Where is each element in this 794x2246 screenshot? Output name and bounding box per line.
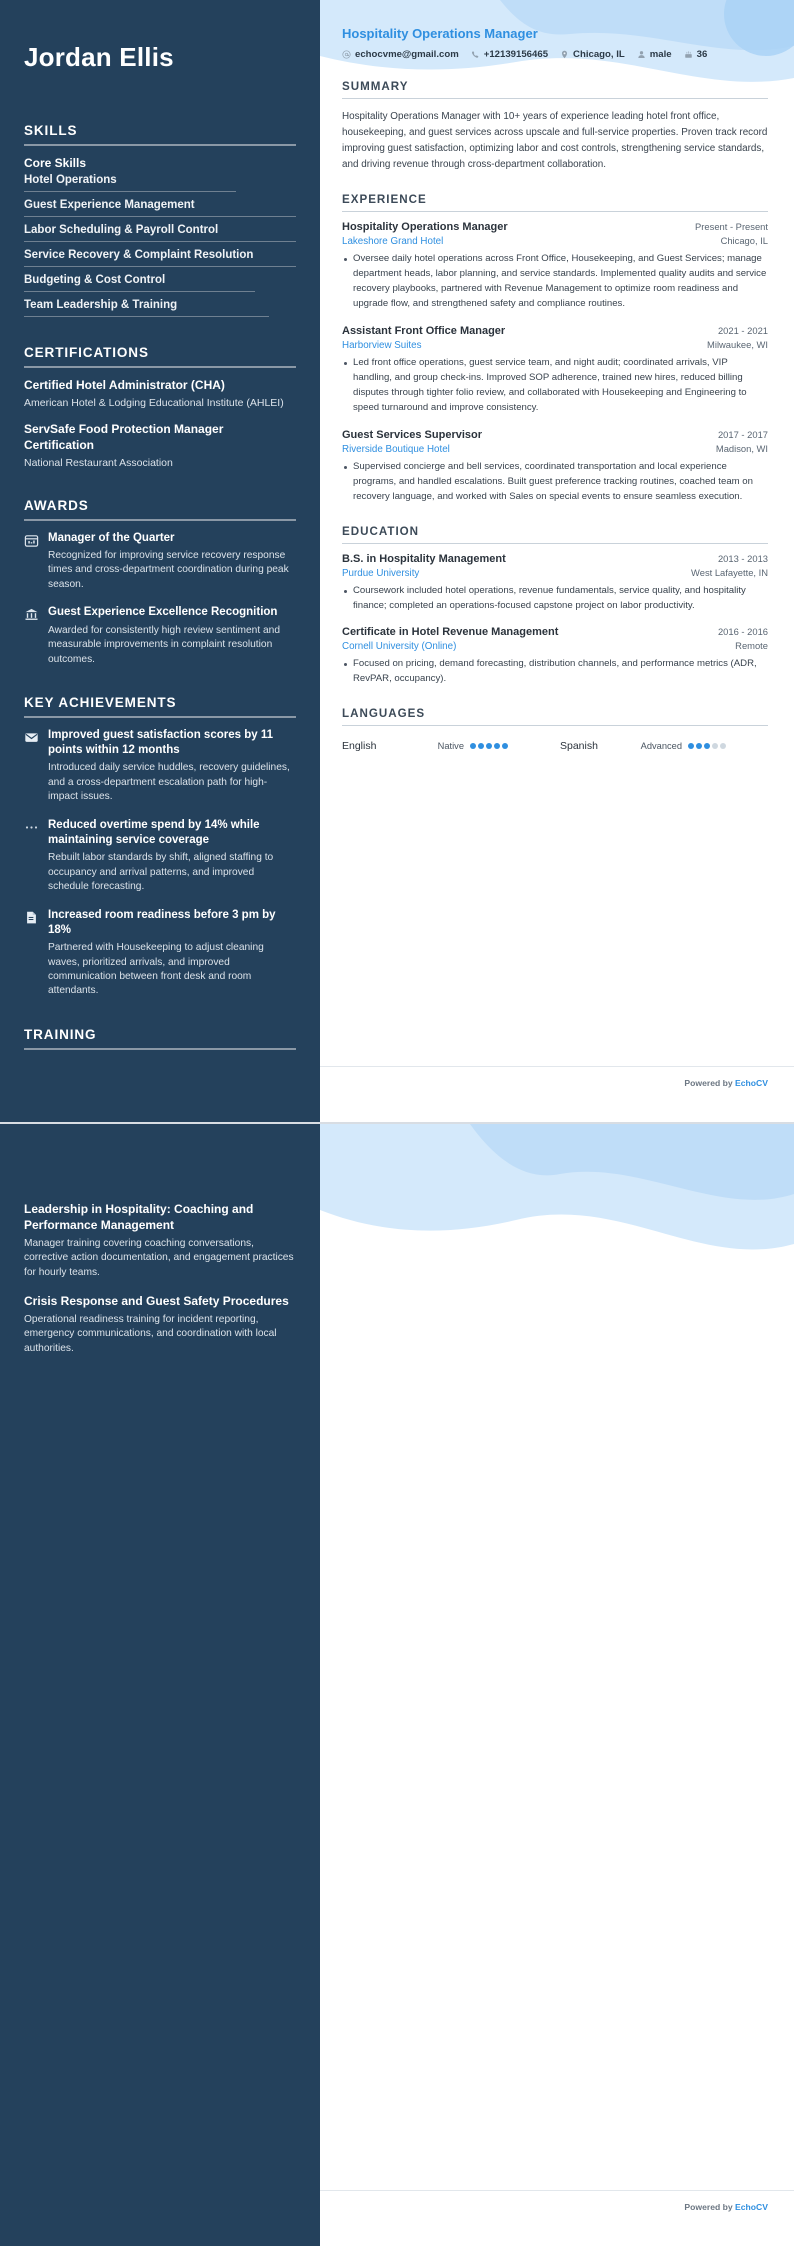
training-divider <box>24 1048 296 1050</box>
education-heading: EDUCATION <box>342 524 420 538</box>
rating-dot <box>502 743 508 749</box>
footer-brand: EchoCV <box>735 2202 768 2212</box>
contact-age-text: 36 <box>696 49 708 60</box>
main-column-continued <box>320 1124 794 2246</box>
sidebar-continued <box>0 1124 320 2246</box>
contact-row <box>342 49 768 60</box>
section-education <box>342 525 768 688</box>
education-title: B.S. in Hospitality Management <box>342 552 506 565</box>
languages-heading: LANGUAGES <box>342 707 426 721</box>
experience-company[interactable]: Lakeshore Grand Hotel <box>342 236 444 248</box>
language-name: English <box>342 740 377 753</box>
document-icon <box>24 910 39 925</box>
achievement-item <box>24 818 296 895</box>
training-title: Leadership in Hospitality: Coaching and Performance Management <box>24 1202 254 1232</box>
experience-location: Milwaukee, WI <box>707 338 768 350</box>
section-experience <box>342 193 768 504</box>
skills-divider <box>24 144 296 146</box>
achievement-description: Introduced daily service huddles, recovery guidelines, and a cross-department escalation path for high-impact issues. <box>48 762 290 803</box>
experience-item <box>342 221 768 312</box>
experience-bullets <box>342 460 768 505</box>
key-achievements-heading: KEY ACHIEVEMENTS <box>24 695 177 711</box>
achievement-description: Rebuilt labor standards by shift, aligned staffing to occupancy and arrival patterns, and improved schedule forecasting. <box>48 852 274 893</box>
skill-item: Team Leadership & Training <box>24 299 178 311</box>
resume-sheet-2 <box>0 1124 794 2246</box>
page-footer-2 <box>328 2202 768 2212</box>
header-wave-decoration-2 <box>320 1124 794 1354</box>
summary-divider <box>342 98 768 99</box>
summary-heading: SUMMARY <box>342 80 409 93</box>
training-item <box>24 1202 296 1280</box>
education-title: Certificate in Hotel Revenue Management <box>342 626 559 639</box>
award-title: Guest Experience Excellence Recognition <box>48 606 278 619</box>
rating-dot <box>696 743 702 749</box>
achievement-title: Increased room readiness before 3 pm by 18% <box>48 908 276 936</box>
contact-phone[interactable] <box>471 49 548 60</box>
sidebar-section-key-achievements <box>24 695 296 999</box>
footer-prefix: Powered by <box>684 1078 736 1088</box>
rating-dot <box>486 743 492 749</box>
experience-bullets <box>342 252 768 312</box>
candidate-name: Jordan Ellis <box>24 42 174 72</box>
training-item <box>24 1294 296 1356</box>
experience-bullet: Oversee daily hotel operations across Front Office, Housekeeping, and Guest Services; manage department heads, labor planning, and service standards. Implemented quality audits and service recovery playbooks, partnered with Revenue Management to optimize room readiness and upgrade flow, and strengthened safety and compliance routines. <box>342 252 768 312</box>
training-description: Operational readiness training for incident reporting, emergency communications, and coordination with local authorities. <box>24 1313 277 1354</box>
experience-location: Madison, WI <box>715 442 768 454</box>
certification-title: ServSafe Food Protection Manager Certification <box>24 422 224 452</box>
contact-phone-text: +12139156465 <box>483 49 549 60</box>
award-description: Awarded for consistently high review sentiment and measurable improvements in complaint resolution outcomes. <box>48 624 280 665</box>
certifications-divider <box>24 366 296 368</box>
rating-dot <box>478 743 484 749</box>
language-rating-dots <box>470 743 508 749</box>
ellipsis-icon <box>24 820 39 835</box>
experience-dates: 2017 - 2017 <box>717 428 768 440</box>
achievement-item <box>24 908 296 999</box>
language-name: Spanish <box>560 740 598 753</box>
rating-dot <box>704 743 710 749</box>
education-bullets <box>342 584 768 614</box>
footer-brand: EchoCV <box>735 1078 768 1088</box>
rating-dot <box>494 743 500 749</box>
education-dates: 2013 - 2013 <box>717 552 768 564</box>
experience-bullet: Supervised concierge and bell services, coordinated transportation and local experience programs, and handled escalations. Built guest preference tracking routines, coached team on recovery language, and worked with Sales on special events to ensure seamless execution. <box>342 460 768 505</box>
sidebar-section-awards <box>24 498 296 667</box>
awards-heading: AWARDS <box>24 497 89 513</box>
skill-item: Service Recovery & Complaint Resolution <box>24 249 254 261</box>
resume-sheet-1 <box>0 0 794 1122</box>
section-summary <box>342 80 768 173</box>
contact-age <box>684 49 708 60</box>
achievement-description: Partnered with Housekeeping to adjust cleaning waves, prioritized arrivals, and improved communication between front desk and room attendants. <box>48 942 264 997</box>
skill-divider <box>24 241 296 242</box>
training-heading: TRAINING <box>24 1026 97 1042</box>
sidebar-section-training <box>24 1027 296 1050</box>
education-bullet: Focused on pricing, demand forecasting, distribution channels, and performance metrics (ADR, RevPAR, occupancy). <box>342 657 768 687</box>
certification-org: American Hotel & Lodging Educational Institute (AHLEI) <box>24 396 284 409</box>
contact-location-text: Chicago, IL <box>573 49 625 60</box>
calendar-icon <box>24 533 39 548</box>
education-item <box>342 553 768 614</box>
contact-gender-text: male <box>649 49 672 60</box>
email-icon <box>342 50 351 59</box>
certification-org: National Restaurant Association <box>24 456 173 469</box>
location-pin-icon <box>560 50 569 59</box>
experience-item <box>342 429 768 505</box>
summary-text: Hospitality Operations Manager with 10+ years of experience leading hotel front office, housekeeping, and guest services across upscale and full-service properties. Proven track record improving guest satisfaction, optimizing labor and cost controls, strengthening service standards, and driving revenue through cross-department collaboration. <box>342 110 768 171</box>
rating-dot <box>720 743 726 749</box>
sidebar <box>0 0 320 1122</box>
certification-item <box>24 378 296 410</box>
education-item <box>342 626 768 687</box>
experience-item <box>342 325 768 416</box>
training-items <box>24 1202 296 1356</box>
experience-location: Chicago, IL <box>720 235 768 247</box>
experience-bullet: Led front office operations, guest service team, and night audit; coordinated arrivals, VIP handling, and group check-ins. Improved SOP adherence, trained new hires, reduced billing disputes through tighter folio review, and collaborated with Housekeeping and Engineering to speed turnaround and improve consistency. <box>342 356 768 416</box>
education-dates: 2016 - 2016 <box>717 626 768 638</box>
skill-item: Hotel Operations <box>24 174 117 186</box>
education-school[interactable]: Cornell University (Online) <box>342 641 457 653</box>
training-title: Crisis Response and Guest Safety Procedures <box>24 1294 289 1309</box>
footer-divider-2 <box>320 2190 794 2191</box>
skills-heading: SKILLS <box>24 123 78 138</box>
education-school[interactable]: Purdue University <box>342 567 420 579</box>
experience-company[interactable]: Harborview Suites <box>342 339 422 351</box>
award-item <box>24 605 296 667</box>
certifications-heading: CERTIFICATIONS <box>24 345 149 360</box>
language-level: Advanced <box>640 741 682 752</box>
award-item <box>24 531 296 593</box>
skills-group-title: Core Skills <box>24 156 87 170</box>
education-location: Remote <box>735 640 768 652</box>
bank-icon <box>24 607 39 622</box>
skill-item: Labor Scheduling & Payroll Control <box>24 224 219 236</box>
footer-divider <box>320 1066 794 1067</box>
achievement-title: Improved guest satisfaction scores by 11 points within 12 months <box>48 729 273 757</box>
education-bullet: Coursework included hotel operations, revenue fundamentals, service quality, and hospitality finance; completed an operations-focused capstone project on labor productivity. <box>342 584 768 614</box>
language-level: Native <box>437 741 464 752</box>
sidebar-section-certifications <box>24 345 296 470</box>
award-title: Manager of the Quarter <box>48 531 175 544</box>
education-location: West Lafayette, IN <box>691 566 768 578</box>
skill-divider <box>24 291 255 292</box>
contact-location <box>560 49 625 60</box>
contact-gender <box>637 49 672 60</box>
phone-icon <box>471 50 480 59</box>
experience-dates: Present - Present <box>695 221 768 233</box>
experience-dates: 2021 - 2021 <box>717 324 768 336</box>
certification-item <box>24 422 296 470</box>
skill-item: Guest Experience Management <box>24 199 195 211</box>
skill-divider <box>24 316 269 317</box>
language-rating-dots <box>688 743 726 749</box>
education-divider <box>342 543 768 544</box>
education-bullets <box>342 657 768 687</box>
experience-company[interactable]: Riverside Boutique Hotel <box>342 443 450 455</box>
cake-icon <box>684 50 693 59</box>
rating-dot <box>712 743 718 749</box>
job-title: Hospitality Operations Manager <box>342 26 538 41</box>
languages-divider <box>342 725 768 726</box>
experience-title: Assistant Front Office Manager <box>342 324 506 337</box>
achievement-item <box>24 728 296 805</box>
person-icon <box>637 50 646 59</box>
experience-bullets <box>342 356 768 416</box>
footer-prefix: Powered by <box>684 2202 736 2212</box>
contact-email[interactable] <box>342 49 459 60</box>
rating-dot <box>688 743 694 749</box>
experience-heading: EXPERIENCE <box>342 193 427 207</box>
skill-divider <box>24 191 236 192</box>
section-languages <box>342 707 768 757</box>
experience-title: Hospitality Operations Manager <box>342 221 508 234</box>
contact-email-text: echocvme@gmail.com <box>355 49 459 60</box>
certification-title: Certified Hotel Administrator (CHA) <box>24 378 225 392</box>
experience-divider <box>342 211 768 212</box>
language-row <box>342 735 768 757</box>
skill-item: Budgeting & Cost Control <box>24 274 166 286</box>
training-description: Manager training covering coaching conversations, corrective action documentation, and engagement practices for hourly teams. <box>24 1237 294 1278</box>
skill-divider <box>24 266 296 267</box>
skill-divider <box>24 216 296 217</box>
envelope-icon <box>24 730 39 745</box>
key-achievements-divider <box>24 716 296 718</box>
sidebar-section-skills <box>24 123 296 317</box>
main-column <box>320 0 794 1122</box>
rating-dot <box>470 743 476 749</box>
award-description: Recognized for improving service recovery response times and cross-department coordination during peak season. <box>48 550 289 590</box>
page-footer <box>328 1078 768 1088</box>
experience-title: Guest Services Supervisor <box>342 428 483 441</box>
awards-divider <box>24 519 296 521</box>
achievement-title: Reduced overtime spend by 14% while maintaining service coverage <box>48 818 260 847</box>
